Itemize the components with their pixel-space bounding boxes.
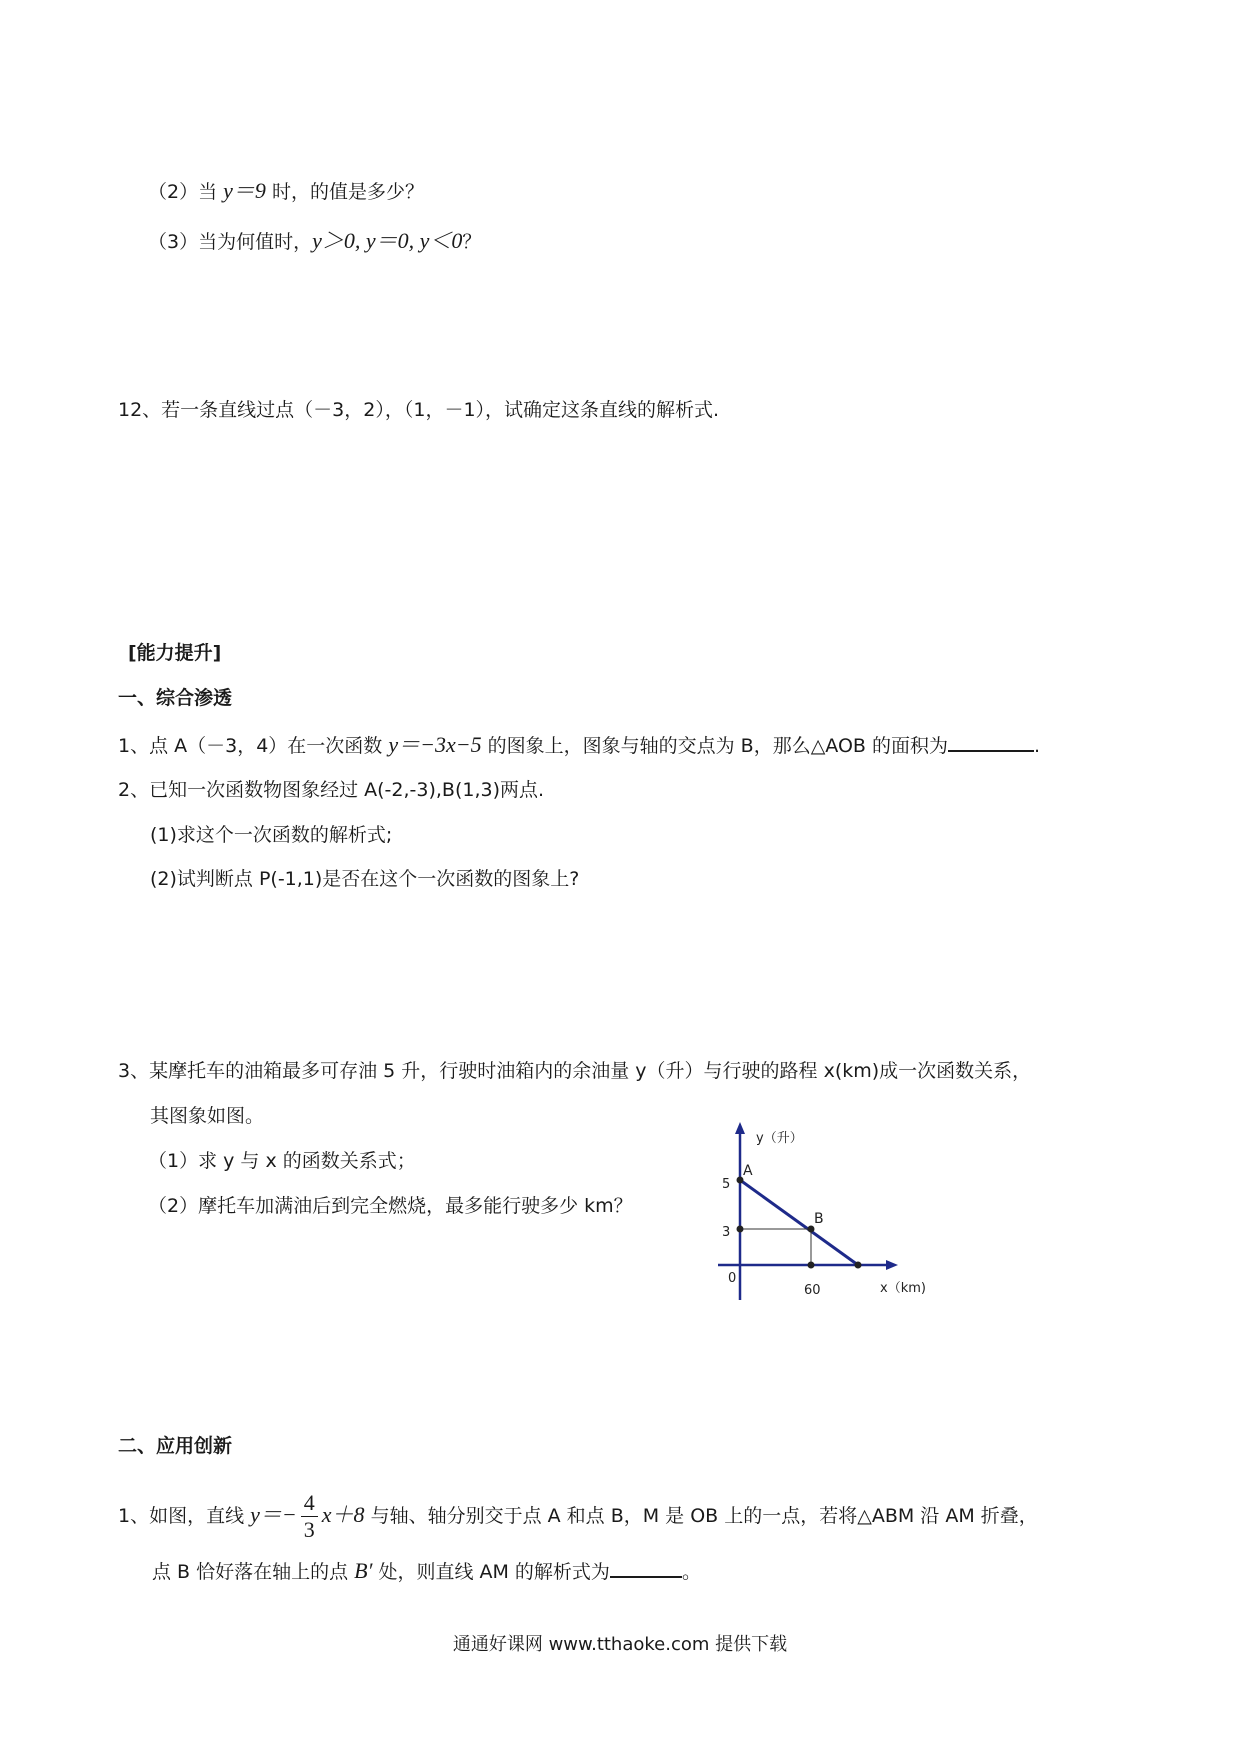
fuel-distance-graph [700, 1120, 960, 1310]
y-axis-label: y（升） [756, 1131, 803, 1146]
s2q1-line2: 点 B 恰好落在轴上的点 B′ 处，则直线 AM 的解析式为 。 [152, 1558, 701, 1583]
point-x60-dot [808, 1262, 815, 1269]
s2q1-line1: 1、如图，直线 y＝− $\frac{4}{3}$ x＋8 与轴、轴分别交于点 A 和点 B，M 是 OB 上的一点，若将△ABM 沿 AM 折叠， [118, 1490, 1038, 1542]
s2q1-line2-math: B′ [354, 1558, 373, 1583]
s1q3-part2: （2）摩托车加满油后到完全燃烧，最多能行驶多少 km？ [148, 1195, 633, 1217]
s2q1-math-rhs: x＋8 [321, 1502, 365, 1527]
s1q3-part1: （1）求 y 与 x 的函数关系式； [148, 1150, 416, 1172]
s1q1-math: y＝−3x−5 [388, 732, 482, 757]
s1q3-stem-line1: 3、某摩托车的油箱最多可存油 5 升，行驶时油箱内的余油量 y（升）与行驶的路程 x(km)成一次函数关系， [118, 1060, 1032, 1082]
function-line [740, 1180, 858, 1265]
section-ability-title: [能力提升] [128, 642, 222, 664]
x-tick-60: 60 [804, 1283, 821, 1298]
s2q1-frac-num: 4 [301, 1490, 318, 1517]
s2q1-frac-den: 3 [303, 1517, 315, 1542]
s1q3-stem-line2: 其图象如图。 [150, 1105, 265, 1127]
q11-part2: （2）当 y＝9 时，的值是多少？ [148, 178, 424, 203]
section2-title: 二、应用创新 [118, 1435, 233, 1457]
point-y3-dot [737, 1226, 744, 1233]
s1q2-part2: (2)试判断点 P(-1,1)是否在这个一次函数的图象上? [150, 868, 580, 890]
s1q2-stem: 2、已知一次函数物图象经过 A(-2,-3),B(1,3)两点. [118, 779, 545, 801]
q11-part2-math: y＝9 [223, 178, 266, 203]
section1-title: 一、综合渗透 [118, 687, 233, 709]
s1q1-text: 1、点 A（－3，4）在一次函数 y＝−3x−5 的图象上，图象与轴的交点为 B，那么△AOB 的面积为 . [118, 732, 1041, 757]
q12-text: 12、若一条直线过点（－3，2），（1，－1），试确定这条直线的解析式. [118, 399, 720, 421]
s1q2-part1: (1)求这个一次函数的解析式; [150, 824, 393, 846]
y-tick-5: 5 [722, 1177, 731, 1192]
y-axis [735, 1122, 745, 1300]
y-tick-3: 3 [722, 1225, 731, 1240]
point-b-label: B [814, 1211, 824, 1227]
origin-label: 0 [728, 1271, 737, 1286]
q11-part3: （3）当为何值时，y＞0, y＝0, y＜0？ [148, 228, 482, 253]
point-x-intercept-dot [855, 1262, 862, 1269]
s2q1-math-lhs: y＝− [250, 1502, 297, 1527]
q11-part3-math: y＞0, y＝0, y＜0 [312, 228, 463, 253]
s2q1-answer-blank [610, 1556, 682, 1578]
s1q1-answer-blank [948, 730, 1034, 752]
page-footer: 通通好课网 www.tthaoke.com 提供下载 [452, 1634, 788, 1655]
s2q1-fraction [301, 1490, 318, 1543]
x-axis-label: x（km) [880, 1281, 926, 1296]
point-a-label: A [743, 1163, 753, 1179]
